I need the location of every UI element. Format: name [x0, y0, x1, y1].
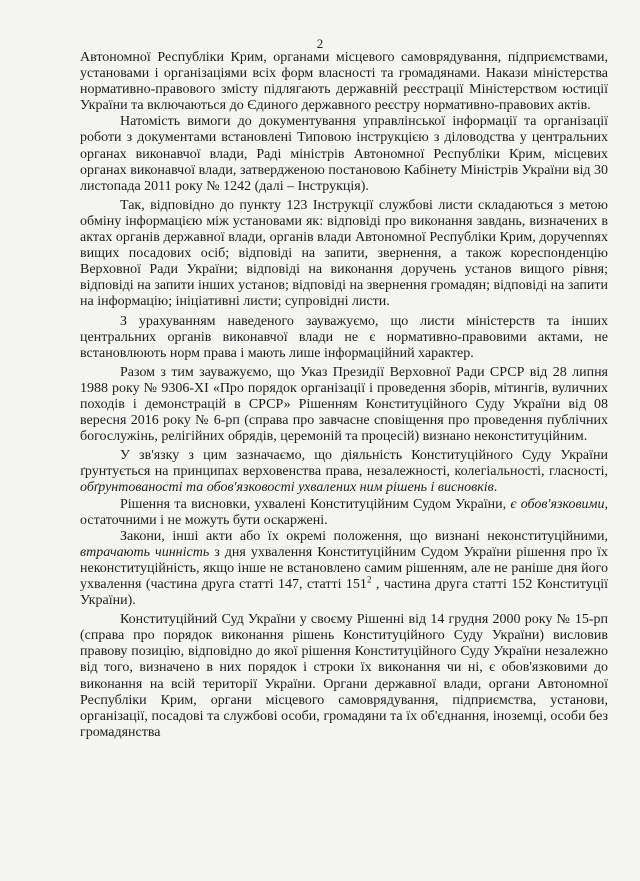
- page-number: 2: [316, 36, 324, 51]
- paragraph-text: , частина друга статті 152 Конституції України).: [80, 577, 608, 609]
- paragraph-1: [80, 50, 608, 114]
- paragraph-text: Автономної Республіки Крим, органами місцевого самоврядування, підприємствами, установами і організаціями всіх форм власності та громадянами. Накази міністерства нормативно-правового змісту підлягають державній реєстрації Міністерством юстиції України та включаються до Єдиного державного реєстру нормативно-правових актів.: [80, 50, 608, 114]
- paragraph-8: [80, 529, 608, 609]
- italic-text: обґрунтованості та обов'язковості ухвалених ним рішень і висновків: [80, 480, 494, 496]
- paragraph-text: У зв'язку з цим зазначаємо, що діяльність Конституційного Суду України ґрунтується на принципах верховенства права, незалежності, колегіальності, гласності,: [80, 448, 608, 480]
- paragraph-2: [80, 114, 608, 194]
- paragraph-4: [80, 314, 608, 362]
- paragraph-text: Разом з тим зауважуємо, що Указ Президії Верховної Ради СРСР від 28 липня 1988 року № 9306-XI «Про порядок організації і проведення зборів, мітингів, вуличних походів і демонстрацій в СРСР» Рішенням Конституційного Суду України від 08 вересня 2016 року № 6-рп (справа про завчасне сповіщення про проведення публічних богослужінь, релігійних обрядів, церемоній та процесій) визнано неконституційним.: [80, 364, 608, 445]
- paragraph-text: з дня ухвалення Конституційним Судом України рішення про їх неконституційність, якщо інше не встановлено самим рішенням, але не раніше дня його ухвалення (частина друга статті 147, статті 151: [80, 544, 608, 592]
- document-body: [80, 50, 608, 741]
- paragraph-9: [80, 612, 608, 741]
- paragraph-text: .: [493, 480, 498, 496]
- italic-text: втрачають чинність: [80, 544, 210, 560]
- paragraph-text: , остаточними і не можуть бути оскаржені.: [80, 496, 608, 528]
- superscript-text: 2: [366, 574, 372, 585]
- italic-text: є обов'язковими: [510, 496, 605, 512]
- paragraph-text: Закони, інші акти або їх окремі положення, що визнані неконституційними,: [120, 528, 608, 544]
- paragraph-text: Натомість вимоги до документування управлінської інформації та організації роботи з документами встановлені Типовою інструкцією з діловодства у центральних органах виконавчої влади, Раді міністрів Автономної Республіки Крим, місцевих органах виконавчої влади, затвердженою постановою Кабінету Міністрів України від 30 листопада 2011 року № 1242 (далі – Інструкція).: [80, 114, 608, 194]
- paragraph-text: Конституційний Суд України у своєму Рішенні від 14 грудня 2000 року № 15-рп (справа про порядок виконання рішень Конституційного Суду України) висловив правову позицію, відповідно до якої рішення Конституційного Суду України незалежно від того, визначено в них порядок і строки їх виконання чи ні, є обов'язковими до виконання на всій території України. Органи державної влади, органи Автономної Республіки Крим, органи місцевого самоврядування, підприємства, установи, організації, посадові та службові особи, громадяни та їх об'єднання, іноземці, особи без громадянства: [80, 612, 608, 740]
- paragraph-6: [80, 448, 608, 496]
- paragraph-text: Рішення та висновки, ухвалені Конституційним Судом України,: [120, 496, 511, 512]
- paragraph-text: Так, відповідно до пункту 123 Інструкції службові листи складаються з метою обміну інформацією між установами як: відповіді про виконання завдань, визначених в актах органів державної влади, органів влади Автономної Республіки Крим, доручennях вищих посадових осіб; відповіді на запити, звернення, а також кореспонденцію Верховної Ради України; відповіді на виконання доручень установ вищого рівня; відповіді на запити інших установ; відповіді на звернення громадян; відповіді на запити на інформацію; ініціативні листи; супровідні листи.: [80, 197, 608, 310]
- paragraph-7: [80, 497, 608, 529]
- paragraph-5: [80, 365, 608, 445]
- paragraph-3: [80, 198, 608, 311]
- paragraph-text: З урахуванням наведеного зауважуємо, що листи міністерств та інших центральних органів виконавчої влади не є нормативно-правовими актами, не встановлюють норм права і мають лише інформаційний характер.: [80, 313, 608, 361]
